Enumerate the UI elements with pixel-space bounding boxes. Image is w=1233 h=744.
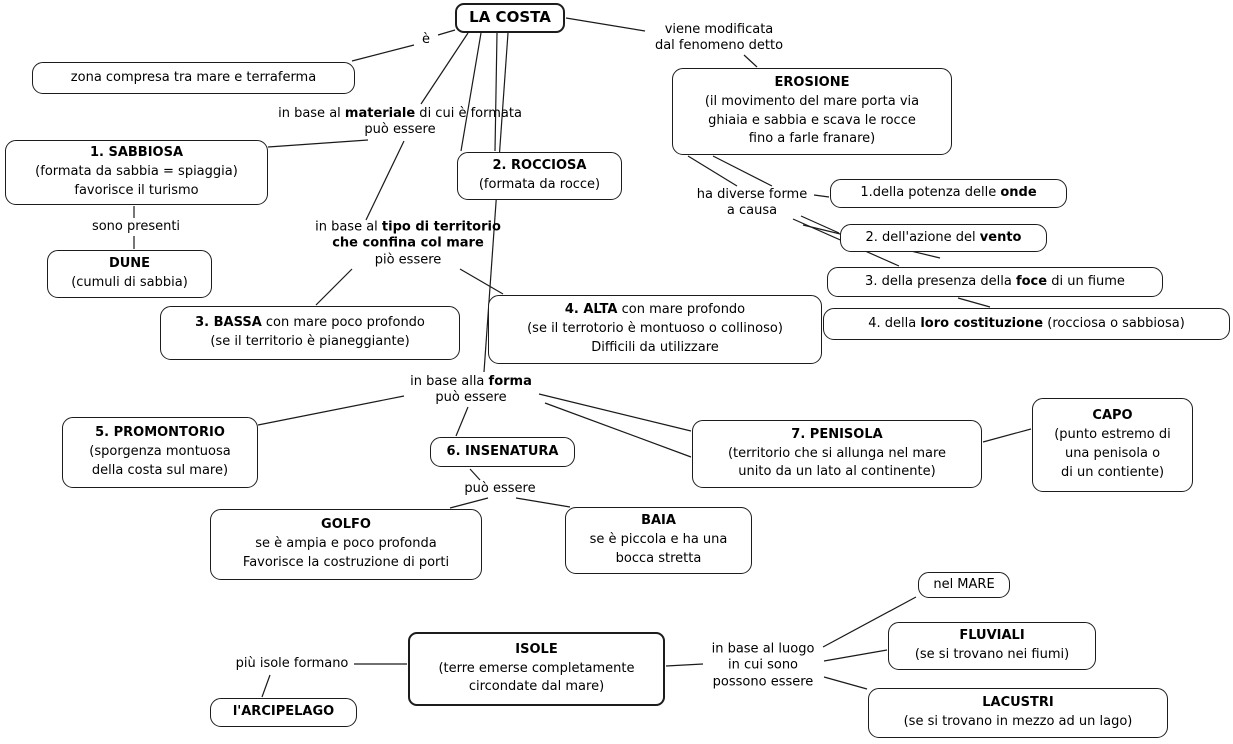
text-line: (se si trovano in mezzo ad un lago) (903, 714, 1133, 729)
text-line: 3. della presenza della foce di un fiume (865, 273, 1125, 289)
text-line: (se il terrotorio è montuoso o collinoso) (527, 321, 783, 337)
link-label-tipo-territorio[interactable] (315, 220, 501, 269)
connector-line (814, 195, 829, 197)
text-line: (terre emerse completamente (438, 660, 635, 676)
node-arcipelago[interactable] (210, 698, 357, 727)
node-causa-costituzione[interactable] (823, 308, 1230, 340)
connector-line (713, 156, 772, 186)
link-label-forma[interactable] (410, 374, 532, 407)
node-erosione[interactable] (672, 68, 952, 155)
text-line: (cumuli di sabbia) (71, 275, 188, 290)
node-baia[interactable] (565, 507, 752, 574)
connector-line (316, 269, 352, 305)
text-line: circondate dal mare) (468, 679, 605, 695)
text-line: BAIA (641, 513, 676, 529)
text-line: ha diverse forme (696, 186, 808, 202)
text-line: piò essere (374, 252, 442, 268)
node-insenatura[interactable] (430, 437, 575, 467)
connector-line (958, 298, 990, 307)
text-line: 3. BASSA con mare poco profondo (195, 315, 425, 331)
connector-line (456, 407, 468, 436)
link-label-piu-isole-formano[interactable] (236, 656, 349, 672)
text-line: se è ampia e poco profonda (255, 536, 437, 552)
text-line: può essere (364, 122, 436, 137)
link-label-materiale[interactable] (278, 106, 522, 139)
connector-line (438, 30, 455, 35)
node-causa-vento[interactable] (840, 224, 1047, 252)
link-label-puo-essere[interactable] (464, 481, 535, 497)
text-line: 7. PENISOLA (791, 426, 883, 442)
text-line: 2. ROCCIOSA (492, 158, 587, 174)
text-line: (territorio che si allunga nel mare (727, 445, 947, 461)
text-line: zona compresa tra mare e terraferma (70, 69, 317, 85)
text-line: 4. ALTA con mare profondo (564, 302, 746, 318)
text-line: può essere (435, 390, 507, 405)
text-line: che confina col mare (332, 235, 484, 251)
text-line: può essere (464, 480, 536, 496)
connector-line (262, 675, 270, 697)
connector-line (983, 429, 1031, 442)
text-line: FLUVIALI (959, 628, 1025, 644)
connector-line (268, 140, 368, 147)
text-line: dal fenomeno detto (654, 38, 784, 53)
connector-line (516, 498, 570, 507)
text-line: l'ARCIPELAGO (232, 704, 335, 720)
connector-line (666, 664, 703, 666)
connector-line (460, 269, 503, 294)
text-line: nel MARE (933, 576, 995, 592)
text-line: Difficili da utilizzare (591, 339, 719, 355)
connector-line (688, 156, 737, 186)
text-line: (sporgenza montuosa (89, 444, 231, 460)
node-capo[interactable] (1032, 398, 1193, 492)
text-line: EROSIONE (774, 74, 850, 90)
connector-line (824, 677, 867, 689)
text-line: (se si trovano nei fiumi) (914, 647, 1070, 662)
node-promontorio[interactable] (62, 417, 258, 488)
link-label-viene-modificata[interactable] (655, 22, 783, 55)
text-line: (formata da sabbia = spiaggia) (35, 164, 238, 180)
node-sabbiosa[interactable] (5, 140, 268, 205)
text-line: a causa (726, 203, 778, 218)
text-line: (formata da rocce) (478, 177, 601, 192)
text-line: di un contiente) (1060, 464, 1165, 480)
text-line: in base alla forma (410, 373, 532, 389)
connector-line (539, 394, 691, 431)
node-la-costa[interactable] (455, 3, 565, 33)
text-line: Favorisce la costruzione di porti (242, 554, 450, 570)
link-label-e[interactable] (422, 32, 430, 48)
connector-line (566, 18, 645, 31)
text-line: ISOLE (515, 641, 558, 657)
node-causa-onde[interactable] (830, 179, 1067, 208)
text-line: fino a farle franare) (748, 131, 876, 147)
text-line: possono essere (712, 674, 814, 690)
node-fluviali[interactable] (888, 622, 1096, 670)
text-line: una penisola o (1064, 446, 1161, 461)
text-line: sono presenti (91, 218, 181, 234)
text-line: in base al materiale di cui è formata (278, 105, 522, 121)
text-line: in base al tipo di territorio (315, 219, 501, 235)
text-line: LA COSTA (469, 8, 551, 27)
text-line: unito da un lato al continente) (738, 464, 936, 480)
connector-line (450, 498, 488, 508)
node-zona[interactable] (32, 62, 355, 94)
node-isole[interactable] (408, 632, 665, 706)
link-label-luogo[interactable] (712, 642, 815, 691)
text-line: CAPO (1092, 408, 1133, 424)
connector-line (258, 396, 404, 425)
text-line: in base al luogo (711, 641, 815, 657)
node-dune[interactable] (47, 250, 212, 298)
text-line: 2. dell'azione del vento (865, 229, 1022, 245)
text-line: 5. PROMONTORIO (95, 425, 225, 441)
text-line: favorisce il turismo (74, 182, 199, 198)
connector-line (824, 650, 887, 661)
text-line: ghiaia e sabbia e scava le rocce (708, 112, 916, 128)
connector-line (470, 469, 480, 480)
node-golfo[interactable] (210, 509, 482, 580)
text-line: se è piccola e ha una (589, 532, 728, 548)
connector-line (744, 55, 757, 67)
text-line: della costa sul mare) (91, 462, 229, 478)
text-line: viene modificata (664, 21, 774, 37)
node-rocciosa[interactable] (457, 152, 622, 200)
text-line: 4. della loro costituzione (rocciosa o sabbiosa) (868, 315, 1185, 331)
link-label-sono-presenti[interactable] (92, 219, 180, 235)
node-alta[interactable] (488, 295, 822, 364)
text-line: DUNE (108, 256, 151, 272)
text-line: 1. SABBIOSA (89, 145, 184, 161)
text-line: in cui sono (727, 657, 799, 673)
node-penisola[interactable] (692, 420, 982, 488)
connector-line (352, 45, 414, 61)
text-line: più isole formano (235, 655, 349, 671)
node-causa-foce[interactable] (827, 267, 1163, 297)
node-nel-mare[interactable] (918, 572, 1010, 598)
text-line: è (422, 31, 430, 47)
text-line: 6. INSENATURA (446, 443, 559, 459)
text-line: (se il territorio è pianeggiante) (210, 334, 410, 349)
connector-line (366, 141, 404, 220)
link-label-ha-diverse-forme[interactable] (697, 187, 807, 220)
node-lacustri[interactable] (868, 688, 1168, 738)
node-bassa[interactable] (160, 306, 460, 360)
text-line: bocca stretta (615, 550, 702, 566)
text-line: (punto estremo di (1054, 427, 1171, 443)
text-line: (il movimento del mare porta via (704, 93, 920, 109)
text-line: 1.della potenza delle onde (860, 185, 1037, 201)
text-line: LACUSTRI (982, 695, 1054, 711)
text-line: GOLFO (321, 517, 371, 533)
